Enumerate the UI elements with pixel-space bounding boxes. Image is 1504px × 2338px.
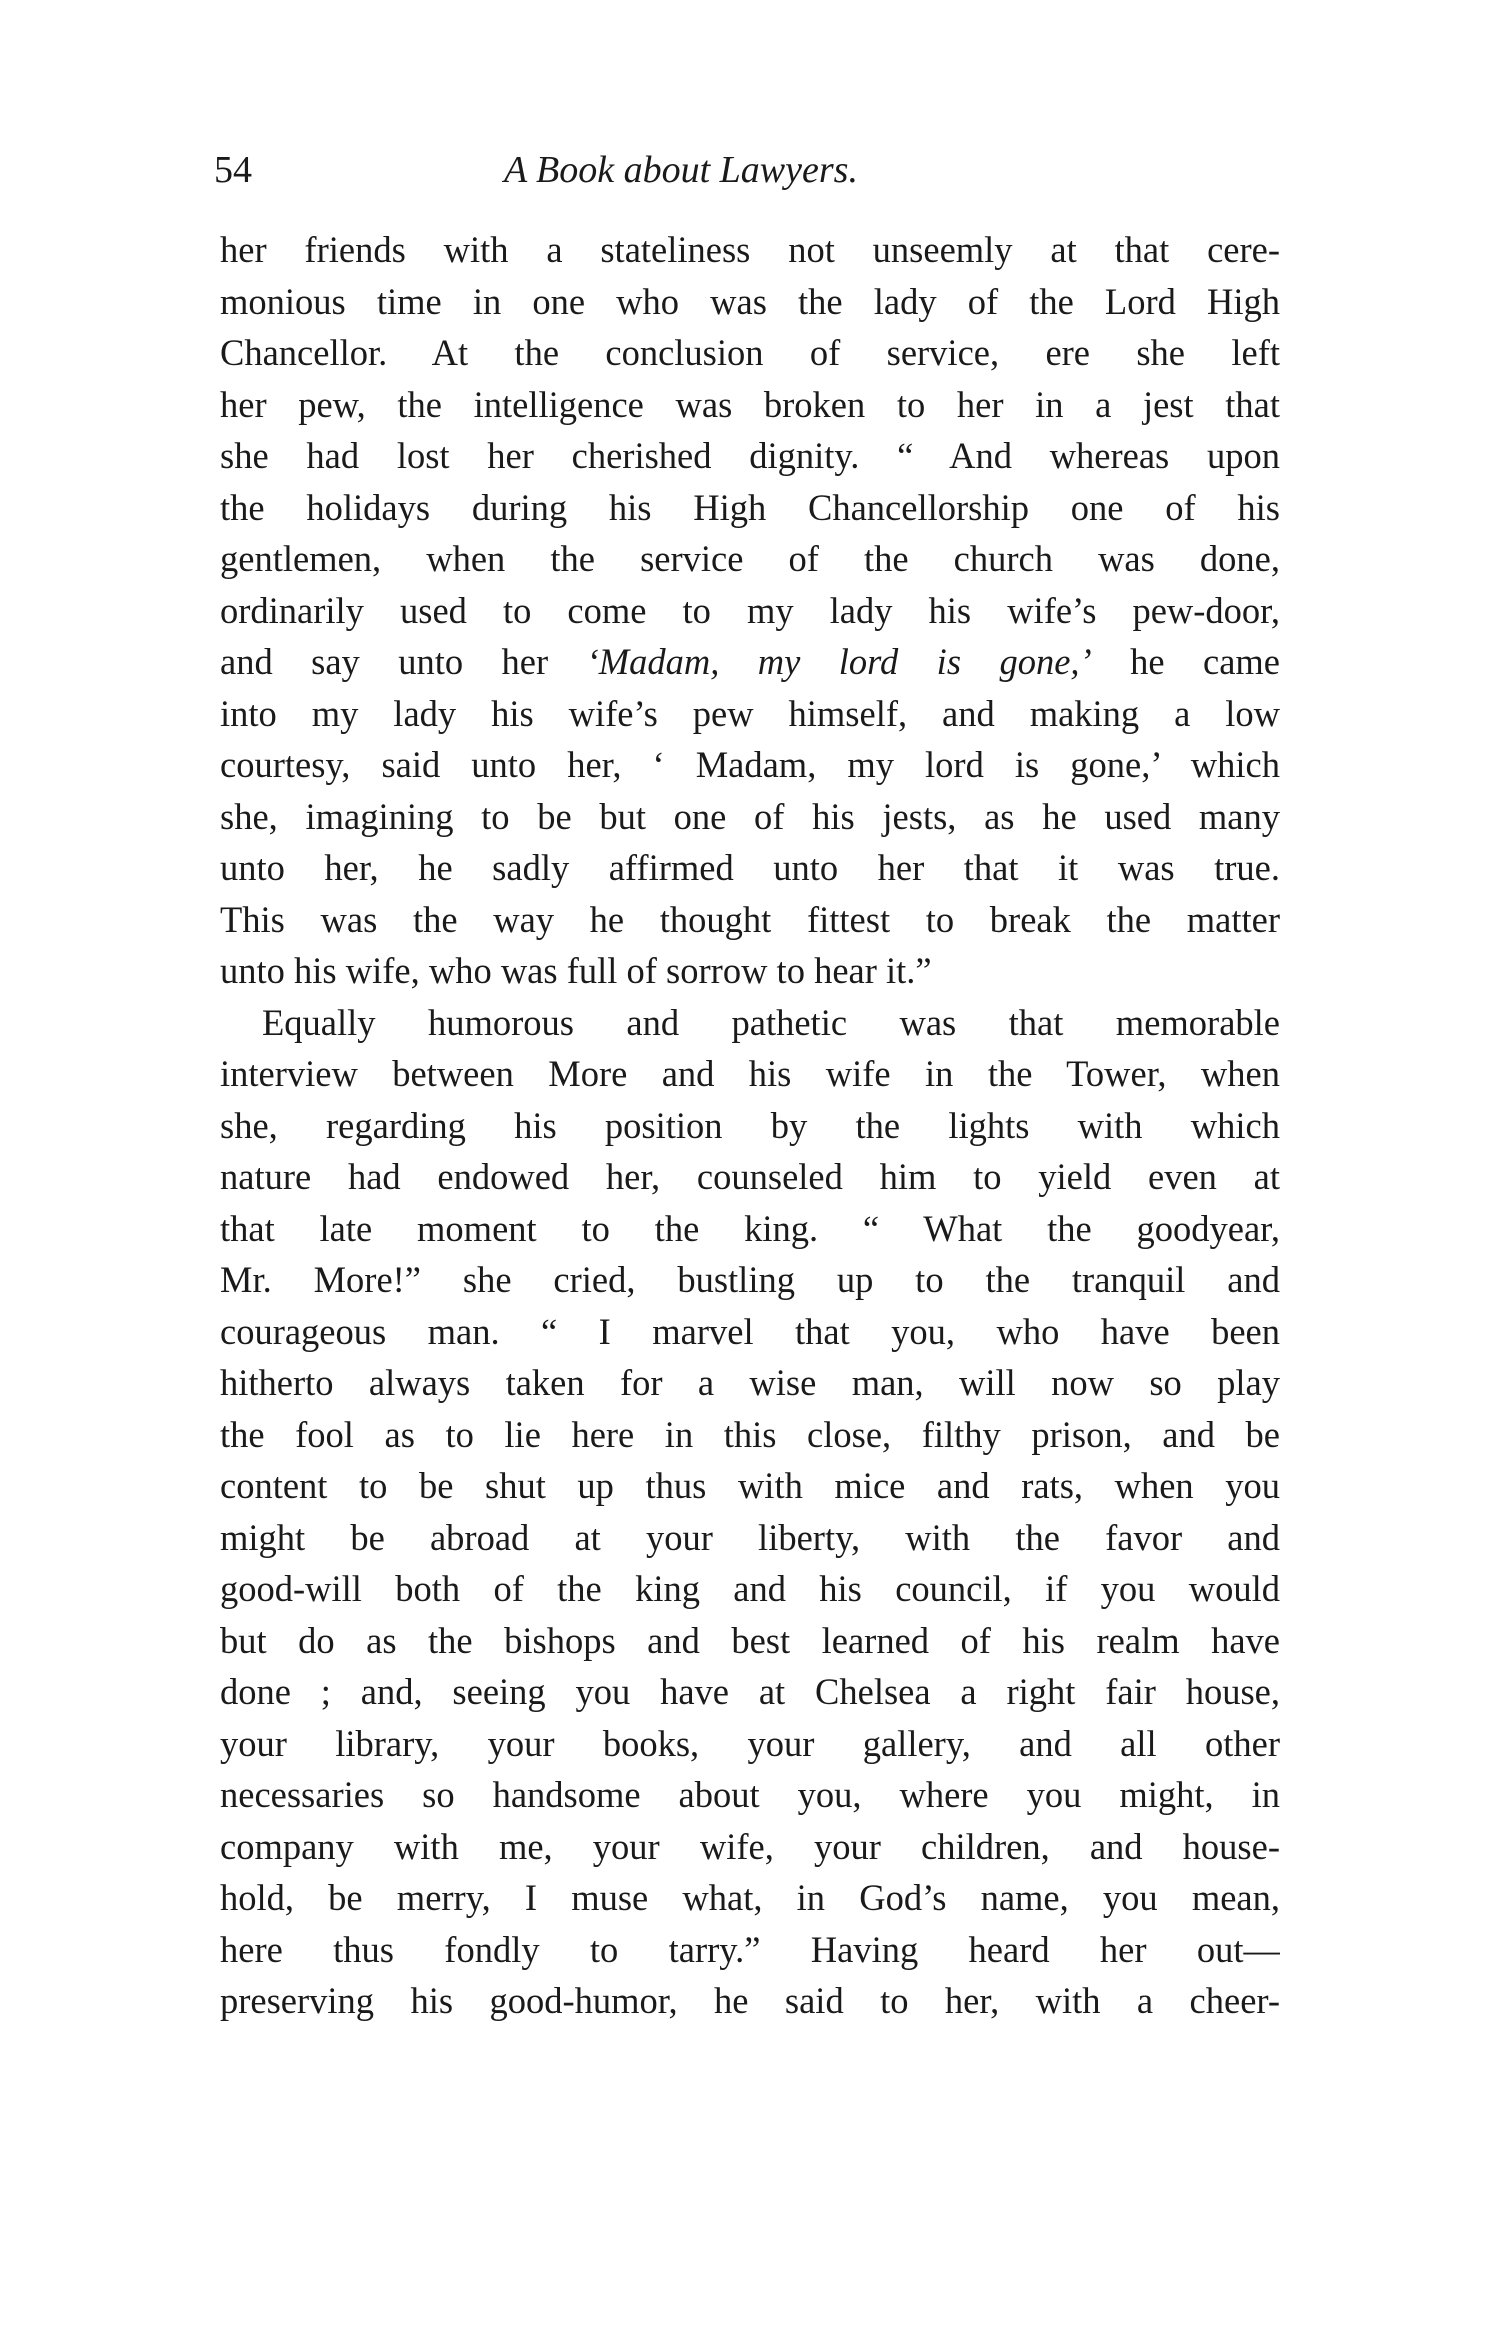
text-line: nature had endowed her, counseled him to yield even at: [220, 1156, 1280, 1197]
text-line: hold, be merry, I muse what, in God’s name, you mean,: [220, 1877, 1280, 1918]
page-number: 54: [214, 149, 252, 191]
text-line: necessaries so handsome about you, where you might, in: [220, 1774, 1280, 1815]
text-line: content to be shut up thus with mice and rats, when you: [220, 1465, 1280, 1506]
text-line: courtesy, said unto her, ‘ Madam, my lord is gone,’ which: [220, 744, 1280, 785]
text-line: might be abroad at your liberty, with the favor and: [220, 1516, 1280, 1558]
text-line: her pew, the intelligence was broken to her in a jest that: [220, 383, 1280, 425]
text-line: the holidays during his High Chancellorship one of his: [220, 486, 1280, 528]
page-header: [214, 140, 1274, 200]
text-line: ordinarily used to come to my lady his wife’s pew-door,: [220, 589, 1280, 631]
text-line-with-italic: [220, 636, 1280, 688]
body-text: [220, 224, 1280, 2027]
text-line: good-will both of the king and his council, if you would: [220, 1568, 1280, 1609]
text-line: the fool as to lie here in this close, filthy prison, and be: [220, 1413, 1280, 1455]
text-line: here thus fondly to tarry.” Having heard her out—: [220, 1928, 1280, 1970]
text-line: Chancellor. At the conclusion of service, ere she left: [220, 332, 1280, 373]
text-line: unto his wife, who was full of sorrow to hear it.”: [220, 950, 932, 991]
text-line: courageous man. “ I marvel that you, who have been: [220, 1310, 1280, 1352]
text-line: This was the way he thought fittest to break the matter: [220, 898, 1280, 940]
text-line: interview between More and his wife in the Tower, when: [220, 1053, 1280, 1094]
text-line: monious time in one who was the lady of the Lord High: [220, 280, 1280, 322]
text-line: done ; and, seeing you have at Chelsea a right fair house,: [220, 1671, 1280, 1712]
text-line: Mr. More!” she cried, bustling up to the tranquil and: [220, 1259, 1280, 1300]
text-line: gentlemen, when the service of the church was done,: [220, 538, 1280, 579]
text-line: she had lost her cherished dignity. “ And whereas upon: [220, 435, 1280, 476]
text-line: but do as the bishops and best learned of his realm have: [220, 1619, 1280, 1661]
text-line: your library, your books, your gallery, and all other: [220, 1722, 1280, 1764]
text-segment: he came: [1091, 641, 1280, 682]
text-line: company with me, your wife, your children, and house-: [220, 1825, 1280, 1867]
italic-quote: ‘Madam, my lord is gone,’: [586, 641, 1092, 682]
paragraph-start-line: Equally humorous and pathetic was that memorable: [262, 1001, 1280, 1043]
text-line: her friends with a stateliness not unseemly at that cere-: [220, 229, 1280, 270]
text-line: that late moment to the king. “ What the goodyear,: [220, 1207, 1280, 1249]
text-line: hitherto always taken for a wise man, will now so play: [220, 1362, 1280, 1403]
running-title: A Book about Lawyers.: [504, 149, 858, 191]
text-line: into my lady his wife’s pew himself, and making a low: [220, 692, 1280, 734]
text-line: she, regarding his position by the lights with which: [220, 1104, 1280, 1146]
text-line: unto her, he sadly affirmed unto her that it was true.: [220, 847, 1280, 888]
text-line: preserving his good-humor, he said to her, with a cheer-: [220, 1980, 1280, 2021]
text-line: she, imagining to be but one of his jests, as he used many: [220, 795, 1280, 837]
text-segment: and say unto her: [220, 641, 587, 682]
